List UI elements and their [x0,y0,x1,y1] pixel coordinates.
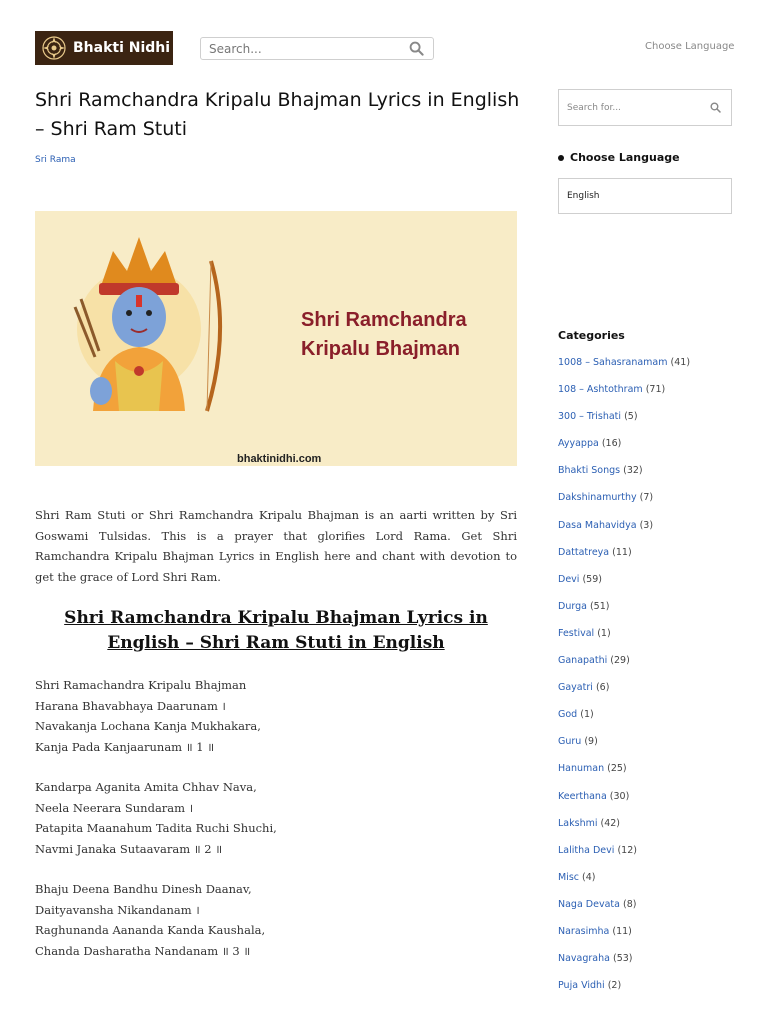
category-item [558,382,690,409]
hero-title-line1: Shri Ramchandra [301,309,467,331]
category-item [558,518,690,545]
category-item [558,463,690,490]
page-title: Shri Ramchandra Kripalu Bhajman Lyrics in English – Shri Ram Stuti [35,89,520,140]
category-link[interactable]: Dakshinamurthy [558,492,637,504]
verse-line: Raghunanda Aananda Kanda Kaushala, [35,923,266,937]
verse-line: Chanda Dasharatha Nandanam ॥ 3 ॥ [35,943,251,958]
verse-line: Shri Ramachandra Kripalu Bhajman [35,678,247,692]
sidebar-search-input[interactable] [558,89,732,126]
category-count: (53) [613,953,633,965]
category-count: (5) [624,411,638,423]
category-item [558,951,690,978]
category-count: (29) [610,655,630,667]
post-category-link[interactable]: Sri Rama [35,155,76,165]
language-heading-text: Choose Language [570,151,680,164]
category-item [558,626,690,653]
category-link[interactable]: Keerthana [558,790,607,802]
verse-line: Kanja Pada Kanjaarunam ॥ 1 ॥ [35,739,215,754]
category-link[interactable]: Narasimha [558,925,610,937]
verse-2 [35,777,277,859]
category-count: (42) [600,817,621,829]
verse-3 [35,879,265,961]
category-item [558,599,690,626]
category-item [558,409,690,436]
categories-list [558,355,690,1005]
category-item [558,653,690,680]
header-search-placeholder: Search... [209,41,262,56]
category-count: (11) [612,925,632,937]
category-item [558,789,690,816]
verse-1 [35,675,261,757]
category-item [558,816,690,843]
category-link[interactable]: Bhakti Songs [558,465,621,477]
verse-line: Navmi Janaka Sutaavaram ॥ 2 ॥ [35,841,223,856]
category-item [558,490,690,517]
verse-line: Daityavansha Nikandanam । [35,902,200,917]
hero-image [35,211,517,466]
category-item [558,924,690,951]
category-link[interactable]: Dattatreya [558,546,610,558]
category-count: (16) [601,438,622,450]
category-count: (6) [595,682,610,694]
choose-language-link[interactable]: Choose Language [645,41,735,52]
language-select[interactable]: English [558,178,732,214]
category-count: (41) [670,357,691,368]
sidebar-search-placeholder: Search for... [567,102,621,113]
category-item [558,870,690,897]
hero-title [301,306,467,364]
site-logo[interactable] [35,31,173,65]
category-item [558,734,690,761]
category-count: (32) [623,465,643,477]
category-count: (30) [609,790,630,802]
category-link[interactable]: Gayatri [558,682,593,694]
category-count: (2) [607,980,622,992]
verse-line: Patapita Maanahum Tadita Ruchi Shuchi, [35,821,277,835]
category-count: (1) [597,627,611,639]
verse-line: Neela Neerara Sundaram । [35,800,194,815]
category-link[interactable]: Ayyappa [558,438,599,450]
category-link[interactable]: God [558,709,578,721]
category-count: (12) [617,844,637,856]
category-count: (9) [584,736,598,748]
categories-heading: Categories [558,329,625,342]
category-link[interactable]: Lakshmi [558,817,598,829]
lyrics-heading: Shri Ramchandra Kripalu Bhajman Lyrics in English – Shri Ram Stuti in English [64,608,488,653]
category-link[interactable]: Navagraha [558,953,610,965]
category-link[interactable]: Lalitha Devi [558,844,615,856]
category-count: (3) [639,519,654,531]
search-icon[interactable] [710,102,721,113]
category-count: (11) [612,546,632,558]
category-count: (7) [639,492,654,504]
category-count: (1) [580,709,594,721]
category-link[interactable]: 1008 – Sahasranamam [558,357,668,368]
category-link[interactable]: Misc [558,871,580,883]
category-item [558,680,690,707]
bullet-icon [558,155,564,161]
category-item [558,978,690,1005]
category-link[interactable]: Devi [558,573,580,585]
search-icon[interactable] [409,41,424,56]
hero-title-line2: Kripalu Bhajman [301,338,460,360]
intro-paragraph: Shri Ram Stuti or Shri Ramchandra Kripalu Bhajman is an aarti written by Sri Goswami Tulsidas. This is a prayer that glorifies Lord Rama. Get Shri Ramchandra Kripalu Bhajman Lyrics in English here and chant with devotion to get the grace of Lord Shri Ram. [35,508,517,584]
category-item [558,843,690,870]
category-link[interactable]: Puja Vidhi [558,980,605,992]
category-link[interactable]: Dasa Mahavidya [558,519,637,531]
category-link[interactable]: Hanuman [558,763,605,775]
language-widget-heading [558,151,680,164]
category-link[interactable]: Naga Devata [558,898,620,910]
category-count: (71) [645,384,666,396]
category-count: (8) [622,898,637,910]
category-item [558,761,690,788]
category-link[interactable]: 300 – Trishati [558,411,622,423]
category-link[interactable]: Durga [558,600,587,612]
category-count: (59) [582,573,602,585]
verse-line: Bhaju Deena Bandhu Dinesh Daanav, [35,882,252,896]
category-count: (25) [607,763,627,775]
category-item [558,355,690,382]
verse-line: Kandarpa Aganita Amita Chhav Nava, [35,780,257,794]
category-item [558,897,690,924]
category-item [558,545,690,572]
hero-site-watermark: bhaktinidhi.com [237,453,322,465]
category-count: (4) [582,871,596,883]
logo-text: Bhakti Nidhi [73,40,171,56]
category-count: (51) [589,600,610,612]
category-link[interactable]: Festival [558,627,595,639]
category-link[interactable]: 108 – Ashtothram [558,384,643,396]
category-link[interactable]: Guru [558,736,582,748]
category-link[interactable]: Ganapathi [558,655,608,667]
header-search-input[interactable] [200,37,434,60]
category-item [558,436,690,463]
category-item [558,707,690,734]
mandala-icon [41,35,67,61]
verse-line: Harana Bhavabhaya Daarunam । [35,698,226,713]
verse-line: Navakanja Lochana Kanja Mukhakara, [35,719,261,733]
category-item [558,572,690,599]
